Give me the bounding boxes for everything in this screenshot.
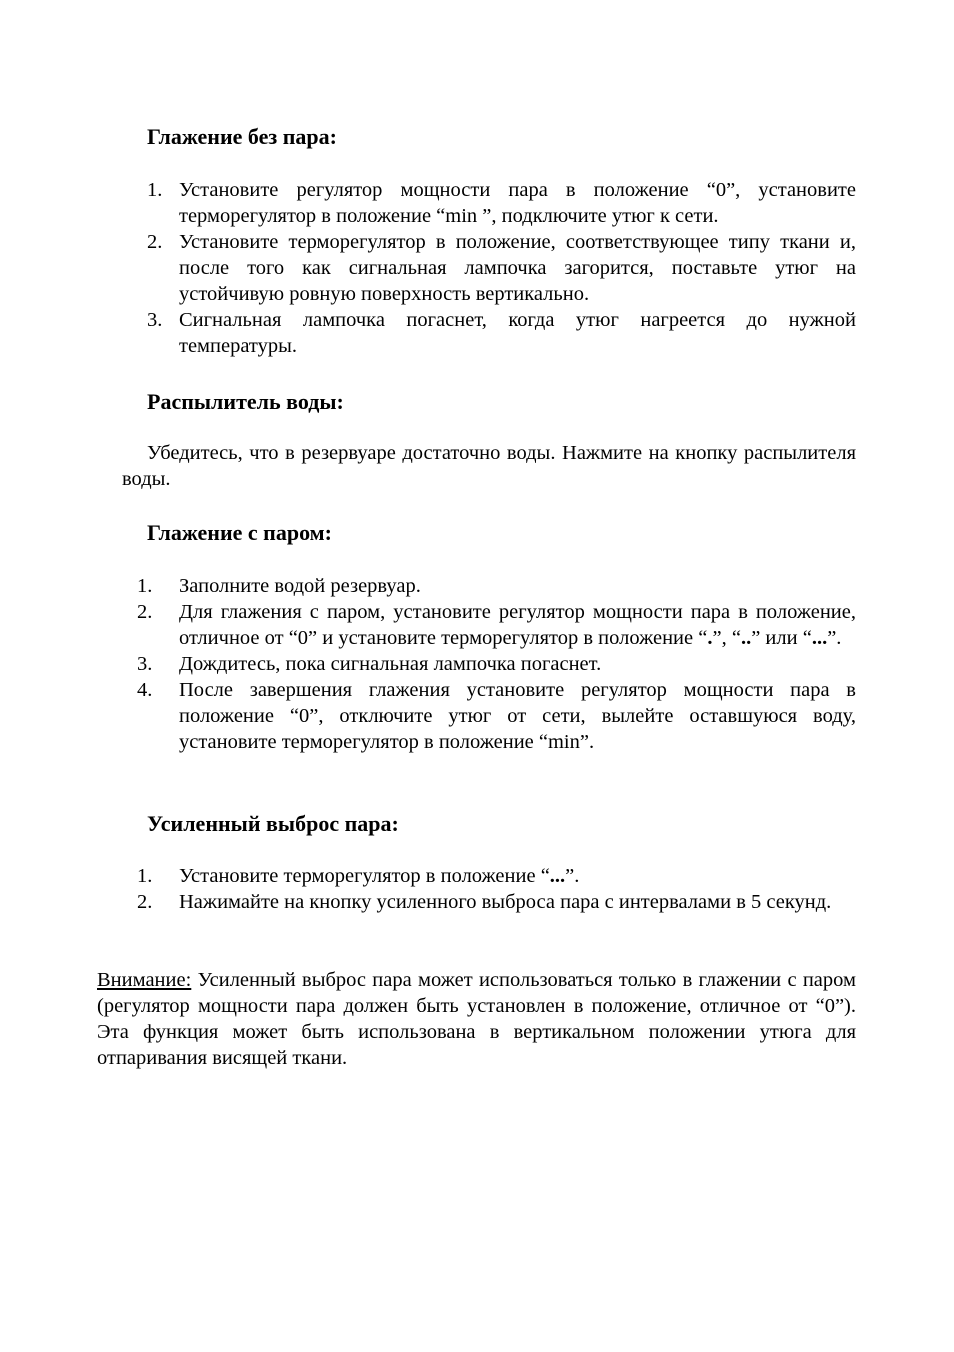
- temperature-mark-one-dot: .: [707, 627, 713, 649]
- heading-steam-boost: Усиленный выброс пара:: [147, 811, 399, 836]
- temperature-mark-three-dots: ...: [549, 865, 566, 887]
- list-item: [0, 599, 954, 651]
- temperature-mark-three-dots: ...: [811, 627, 828, 649]
- list-item-text: Заполните водой резервуар.: [179, 575, 421, 597]
- list-item-text: Установите терморегулятор в положение, соответствующее типу ткани и, после того как сигнальная лампочка загорится, поставьте утюг на устойчивую ровную поверхность вертикально.: [179, 231, 856, 305]
- list-steam-boost: [0, 863, 954, 915]
- text-segment: ”.: [827, 627, 842, 649]
- list-item: [0, 229, 954, 307]
- paragraph-water-sprayer: Убедитесь, что в резервуаре достаточно воды. Нажмите на кнопку распылителя воды.: [122, 442, 856, 490]
- heading-ironing-without-steam: Глажение без пара:: [147, 124, 337, 149]
- list-item-text: [179, 599, 856, 651]
- list-item-text: После завершения глажения установите регулятор мощности пара в положение “0”, отключите утюг от сети, вылейте оставшуюся воду, установите терморегулятор в положение “min”.: [179, 679, 856, 753]
- list-item: [0, 651, 954, 677]
- list-number: 2.: [137, 891, 153, 913]
- warning-text: Усиленный выброс пара может использоваться только в глажении с паром (регулятор мощности пара должен быть установлен в положение, отличное от “0”). Эта функция может быть использована в вертикальном положении утюга для отпаривания висящей ткани.: [97, 969, 856, 1069]
- text-segment: Установите терморегулятор в положение “: [179, 865, 550, 887]
- list-number: 1.: [137, 575, 153, 597]
- warning-paragraph: [97, 967, 856, 1071]
- list-item-text: [179, 863, 856, 889]
- list-number: 4.: [137, 679, 153, 701]
- list-number: 1.: [147, 179, 163, 201]
- list-number: 3.: [147, 309, 163, 331]
- list-number: 2.: [147, 231, 163, 253]
- list-number: 3.: [137, 653, 153, 675]
- list-item-text: Дождитесь, пока сигнальная лампочка погаснет.: [179, 653, 602, 675]
- list-item-text: Установите регулятор мощности пара в положение “0”, установите терморегулятор в положение “min ”, подключите утюг к сети.: [179, 179, 856, 227]
- heading-ironing-with-steam: Глажение с паром:: [147, 520, 332, 545]
- text-segment: ” или “: [751, 627, 812, 649]
- list-item: [0, 573, 954, 599]
- list-ironing-without-steam: [0, 177, 954, 359]
- list-number: 2.: [137, 601, 153, 623]
- temperature-mark-two-dots: ..: [740, 627, 752, 649]
- list-item: [0, 177, 954, 229]
- list-item: [0, 677, 954, 755]
- list-item-text: Сигнальная лампочка погаснет, когда утюг нагреется до нужной температуры.: [179, 309, 856, 357]
- list-number: 1.: [137, 865, 153, 887]
- text-segment: ”.: [565, 865, 580, 887]
- list-item-text: Нажимайте на кнопку усиленного выброса пара с интервалами в 5 секунд.: [179, 891, 832, 913]
- heading-water-sprayer: Распылитель воды:: [147, 389, 344, 414]
- text-segment: Для глажения с паром, установите регулятор мощности пара в положение, отличное от “0” и установите терморегулятор в положение “: [179, 601, 856, 649]
- text-segment: ”, “: [712, 627, 741, 649]
- list-ironing-with-steam: [0, 573, 954, 755]
- list-item: [0, 307, 954, 359]
- list-item: [0, 889, 954, 915]
- list-item: [0, 863, 954, 889]
- warning-label: Внимание:: [97, 969, 192, 991]
